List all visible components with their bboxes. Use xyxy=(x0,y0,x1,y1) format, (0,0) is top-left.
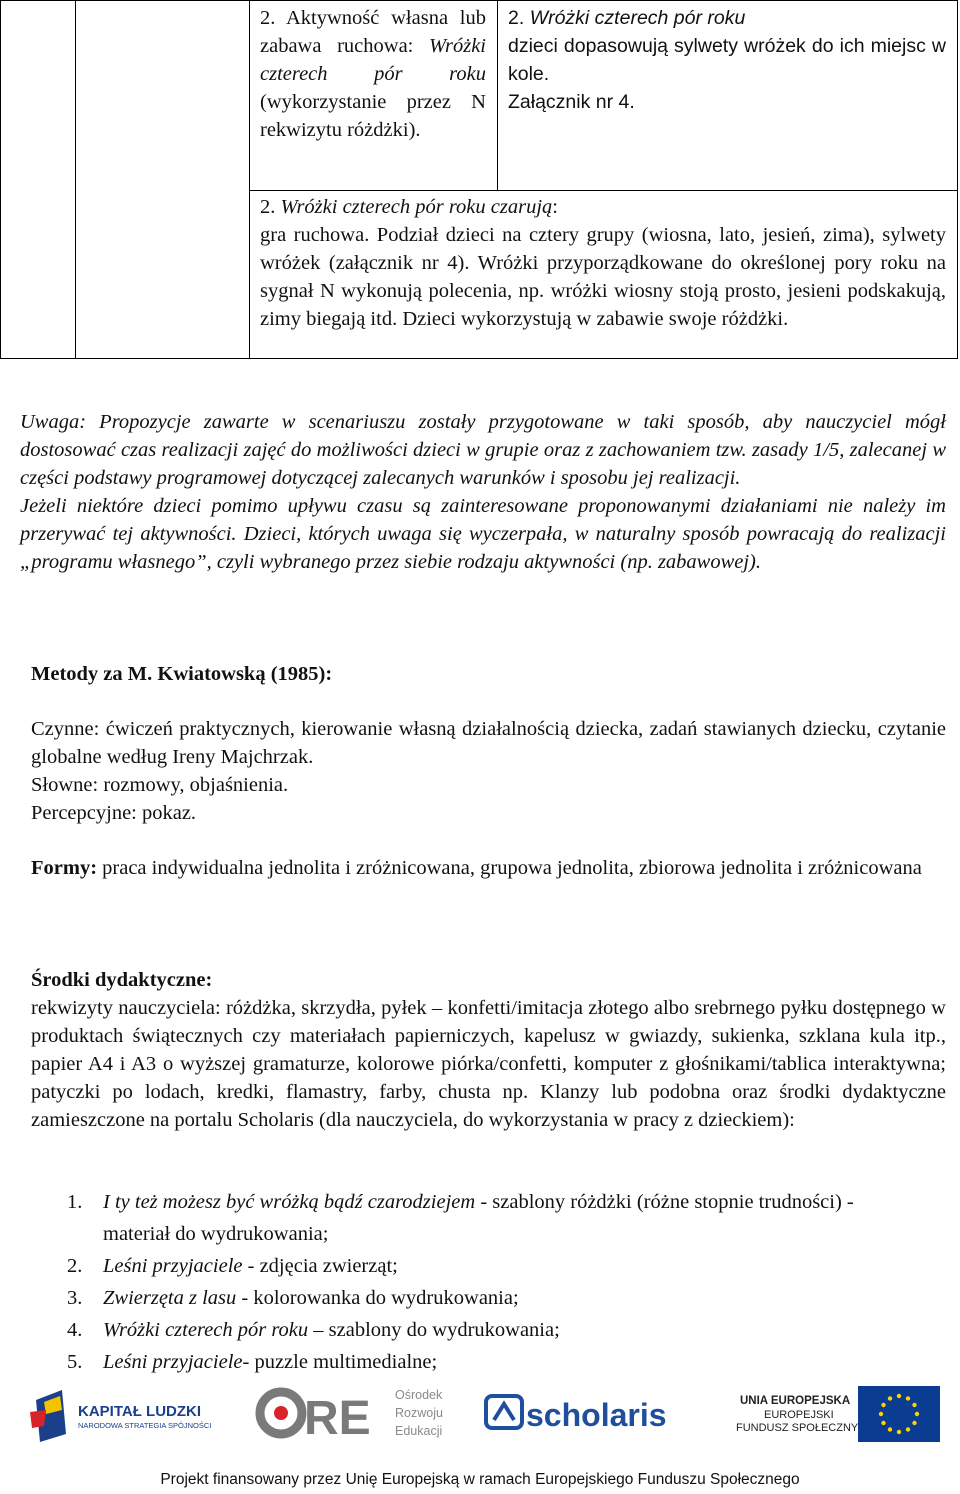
ue-line1: UNIA EUROPEJSKA xyxy=(740,1395,851,1407)
scholaris-logo xyxy=(486,1396,667,1433)
methods-perceptual: Percepcyjne: pokaz. xyxy=(31,802,197,824)
list-item xyxy=(31,1186,911,1250)
ore-line1: Ośrodek xyxy=(395,1388,443,1402)
ore-line2: Rozwoju xyxy=(395,1406,443,1420)
table-col-divider-2 xyxy=(249,0,250,359)
table-col-divider-1 xyxy=(75,0,76,359)
cell-matching-title: Wróżki czterech pór roku xyxy=(529,7,746,29)
cell-activity-prefix: 2. Aktywność własna lub zabawa ruchowa: xyxy=(260,7,486,57)
note-block xyxy=(20,408,946,576)
cell-activity-title: Wróżki czterech pór roku xyxy=(260,35,486,85)
table-col-divider-3 xyxy=(497,0,498,190)
ore-mark: RE xyxy=(304,1392,371,1445)
list-item-number: 5. xyxy=(67,1351,83,1373)
list-item-desc: - szablony różdżki (różne stopnie trudności) - materiał do wydrukowania; xyxy=(103,1191,854,1245)
list-item xyxy=(31,1314,911,1346)
list-item-title: I ty też możesz być wróżką bądź czarodziejem xyxy=(103,1191,476,1213)
list-item-desc: - puzzle multimedialne; xyxy=(242,1351,438,1373)
table-border-left xyxy=(0,0,1,359)
list-item-title: Zwierzęta z lasu xyxy=(103,1287,237,1309)
cell-activity-suffix: (wykorzystanie przez N rekwizytu różdżki). xyxy=(260,91,486,141)
methods-heading: Metody za M. Kwiatowską (1985): xyxy=(31,663,333,685)
cell-matching-line2: dzieci dopasowują sylwety wróżek do ich miejsc w kole. xyxy=(508,35,946,85)
cell-matching-line3: Załącznik nr 4. xyxy=(508,91,635,113)
ue-efs-logo xyxy=(736,1386,940,1442)
cell-game xyxy=(260,193,946,333)
cell-matching-prefix: 2. xyxy=(508,7,530,29)
methods-block xyxy=(31,715,946,827)
logo-strip xyxy=(0,1382,960,1448)
forms-body: praca indywidualna jednolita i zróżnicowana, grupowa jednolita, zbiorowa jednolita i zróżnicowana xyxy=(97,857,922,879)
list-item xyxy=(31,1346,911,1378)
list-item-desc: - zdjęcia zwierząt; xyxy=(242,1255,398,1277)
methods-verbal: Słowne: rozmowy, objaśnienia. xyxy=(31,774,289,796)
table-border-top xyxy=(0,0,958,1)
ue-line3: FUNDUSZ SPOŁECZNY xyxy=(736,1422,859,1434)
ore-logo xyxy=(260,1388,443,1445)
cell-activity xyxy=(260,4,486,144)
cell-matching-line1 xyxy=(508,4,946,32)
table-border-bottom xyxy=(0,358,958,359)
methods-active: Czynne: ćwiczeń praktycznych, kierowanie własną działalnością dziecka, zadań stawianych dziecku, czytanie globalne według Ireny Majchrzak. xyxy=(31,718,946,768)
list-item-number: 2. xyxy=(67,1255,83,1277)
table-border-right xyxy=(957,0,958,359)
list-item-number: 3. xyxy=(67,1287,83,1309)
list-item-title: Wróżki czterech pór roku xyxy=(103,1319,309,1341)
cell-game-body: gra ruchowa. Podział dzieci na cztery grupy (wiosna, lato, jesień, zima), sylwety wróżek (załącznik nr 4). Wróżki przyporządkowane do określonej pory roku na sygnał N wykonują polecenia, np. wróżki wiosny stoją prosto, jesieni podskakują, zimy biegają itd. Dzieci wykorzystują w zabawie swoje różdżki. xyxy=(260,224,946,330)
resources-heading: Środki dydaktyczne: xyxy=(31,969,213,991)
list-item-desc: - kolorowanka do wydrukowania; xyxy=(236,1287,519,1309)
resources-body: rekwizyty nauczyciela: różdżka, skrzydła, pyłek – konfetti/imitacja złotego albo srebrnego pyłku dostępnego w produktach świątecznych czy materiałach papierniczych, kapelusz w gwiazdy, sukienka, szklana kula itp., papier A4 i A3 o wyższej gramaturze, kolorowe piórka/confetti, komputer z głośnikami/tablica interaktywna; patyczki po lodach, kredki, flamastry, farby, chusta np. Klanzy lub podobna oraz środki dydaktyczne zamieszczone na portalu Scholaris (dla nauczyciela, do wykorzystania w pracy z dzieckiem): xyxy=(31,997,946,1131)
list-item-number: 4. xyxy=(67,1319,83,1341)
list-item xyxy=(31,1282,911,1314)
list-item-title: Leśni przyjaciele xyxy=(103,1255,243,1277)
cell-game-title-line xyxy=(260,193,946,221)
scholaris-name: scholaris xyxy=(526,1397,667,1433)
cell-game-colon: : xyxy=(552,196,558,218)
cell-game-title: Wróżki czterech pór roku czarują xyxy=(280,196,553,218)
forms-heading: Formy: xyxy=(31,857,98,879)
ue-line2: EUROPEJSKI xyxy=(764,1409,834,1421)
list-item-desc: – szablony do wydrukowania; xyxy=(308,1319,560,1341)
forms-block xyxy=(31,854,946,882)
list-item xyxy=(31,1250,911,1282)
note-paragraph-1: Uwaga: Propozycje zawarte w scenariuszu zostały przygotowane w taki sposób, aby nauczyciel mógł dostosować czas realizacji zajęć do możliwości dzieci w grupie oraz z zachowaniem tzw. zasady 1/5, zalecanej w części podstawy programowej dotyczącej zalecanych warunków i sposobu jej realizacji. xyxy=(20,411,946,489)
ore-line3: Edukacji xyxy=(395,1424,443,1438)
cell-game-prefix: 2. xyxy=(260,196,281,218)
note-paragraph-2: Jeżeli niektóre dzieci pomimo upływu czasu są zainteresowane proponowanymi działaniami nie należy im przerywać tej aktywności. Dzieci, których uwaga się wyczerpała, w naturalny sposób powracają do realizacji „programu własnego”, czyli wybranego przez siebie rodzaju aktywności (np. zabawowej). xyxy=(20,495,946,573)
kapital-ludzki-line2: NARODOWA STRATEGIA SPÓJNOŚCI xyxy=(78,1421,212,1430)
list-item-title: Leśni przyjaciele xyxy=(103,1351,243,1373)
kapital-ludzki-logo xyxy=(30,1390,211,1442)
footer-text: Projekt finansowany przez Unię Europejską w ramach Europejskiego Funduszu Społecznego xyxy=(160,1471,800,1488)
list-item-number: 1. xyxy=(67,1191,83,1213)
table-row-divider xyxy=(249,190,958,191)
kapital-ludzki-line1: KAPITAŁ LUDZKI xyxy=(78,1403,202,1420)
cell-matching xyxy=(508,4,946,116)
logo-row xyxy=(0,1382,960,1448)
materials-list xyxy=(31,1186,911,1378)
